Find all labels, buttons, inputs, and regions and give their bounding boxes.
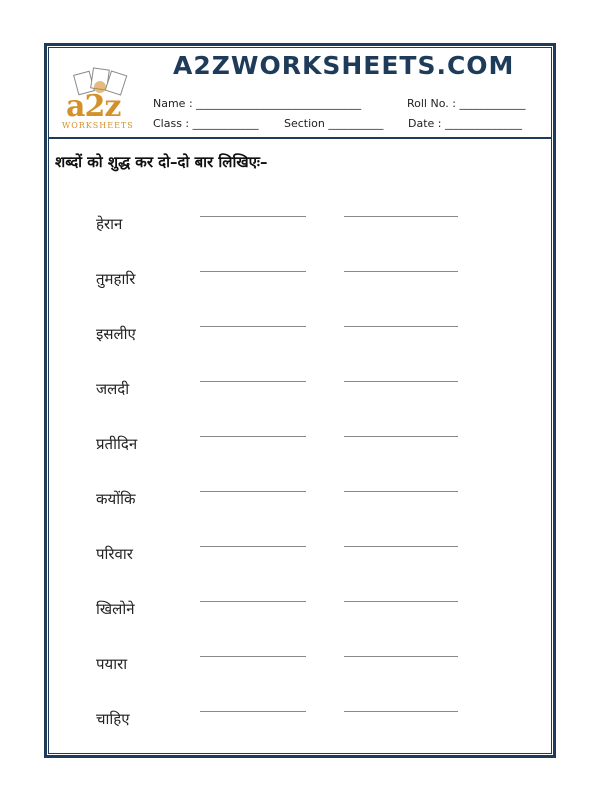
answer-blank-2[interactable]	[344, 491, 458, 492]
section-field[interactable]: Section __________	[284, 117, 384, 130]
answer-blank-2[interactable]	[344, 326, 458, 327]
instruction-text: शब्दों को शुद्ध कर दो–दो बार लिखिएः–	[55, 153, 268, 171]
answer-blank-1[interactable]	[200, 546, 306, 547]
name-field[interactable]: Name : ______________________________	[153, 97, 362, 110]
list-item	[0, 599, 600, 639]
answer-blank-1[interactable]	[200, 711, 306, 712]
list-item	[0, 709, 600, 749]
class-field[interactable]: Class : ____________	[153, 117, 259, 130]
answer-blank-1[interactable]	[200, 271, 306, 272]
word-label: तुमहारि	[96, 270, 136, 288]
list-item	[0, 379, 600, 419]
answer-blank-1[interactable]	[200, 436, 306, 437]
a2z-logo	[60, 67, 140, 133]
date-field[interactable]: Date : ______________	[408, 117, 522, 130]
worksheet-header	[48, 47, 550, 138]
answer-blank-2[interactable]	[344, 216, 458, 217]
word-label: जलदी	[96, 380, 130, 398]
answer-blank-1[interactable]	[200, 381, 306, 382]
answer-blank-2[interactable]	[344, 546, 458, 547]
list-item	[0, 489, 600, 529]
answer-blank-2[interactable]	[344, 436, 458, 437]
word-label: इसलीए	[96, 325, 136, 343]
list-item	[0, 434, 600, 474]
header-divider	[48, 137, 552, 139]
logo-wordmark: a2z	[66, 89, 121, 124]
word-label: हेरान	[96, 215, 123, 233]
roll-no-field[interactable]: Roll No. : ____________	[407, 97, 526, 110]
answer-blank-1[interactable]	[200, 656, 306, 657]
list-item	[0, 654, 600, 694]
answer-blank-1[interactable]	[200, 216, 306, 217]
word-label: प्रतीदिन	[96, 435, 138, 453]
list-item	[0, 214, 600, 254]
answer-blank-2[interactable]	[344, 711, 458, 712]
site-title: A2ZWORKSHEETS.COM	[173, 51, 515, 80]
answer-blank-2[interactable]	[344, 271, 458, 272]
word-label: खिलोने	[96, 600, 135, 618]
word-label: चाहिए	[96, 710, 130, 728]
answer-blank-2[interactable]	[344, 381, 458, 382]
list-item	[0, 269, 600, 309]
list-item	[0, 544, 600, 584]
answer-blank-1[interactable]	[200, 491, 306, 492]
word-label: परिवार	[96, 545, 133, 563]
word-label: कयोंकि	[96, 490, 136, 508]
answer-blank-1[interactable]	[200, 601, 306, 602]
word-label: पयारा	[96, 655, 128, 673]
answer-blank-2[interactable]	[344, 656, 458, 657]
answer-blank-2[interactable]	[344, 601, 458, 602]
logo-subtext: WORKSHEETS	[62, 121, 134, 130]
list-item	[0, 324, 600, 364]
answer-blank-1[interactable]	[200, 326, 306, 327]
